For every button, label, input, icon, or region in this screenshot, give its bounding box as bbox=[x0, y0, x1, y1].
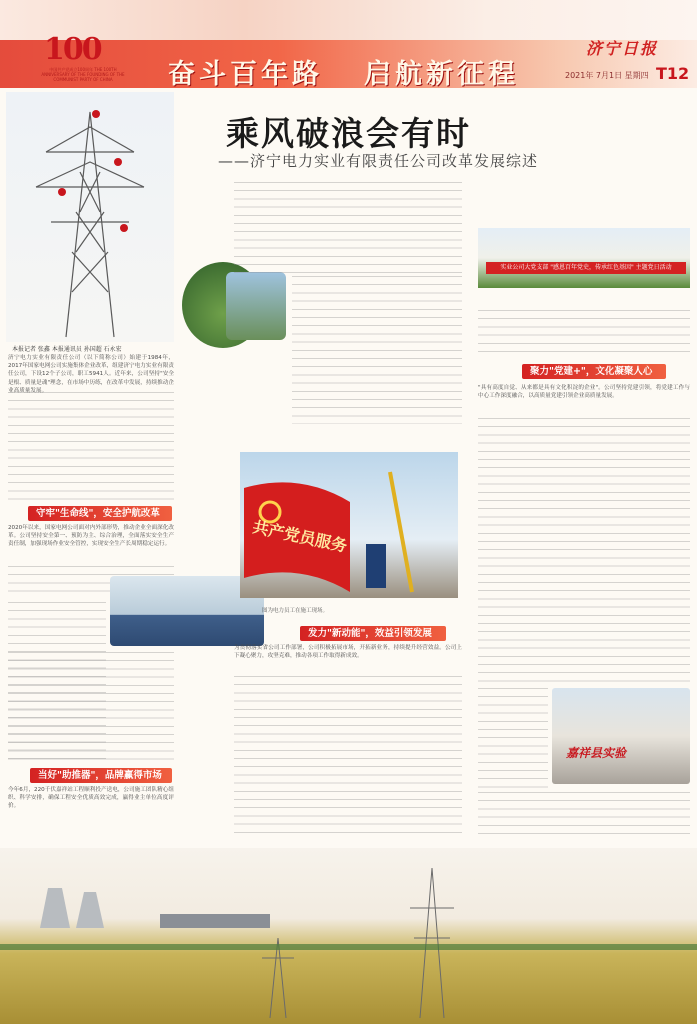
intro-paragraph: 济宁电力实业有限责任公司（以下简称公司）始建于1984年，2017年国家电网公司实施集体企业改革，组建济宁电力实业有限责任公司，下设12个子公司，职工5941人。近年来，公司坚持"安全是根、质量是魂"理念，在市场中历练，在改革中发展，持续推动企业高质量发展。 bbox=[8, 355, 174, 394]
power-tower-photo bbox=[6, 92, 174, 342]
energy-text-lines bbox=[234, 676, 462, 838]
brand-paragraph: 今年6月，220千伏嘉祥站工程顺利投产送电，公司施工团队精心组织、科学安排，确保工程安全优质高效完成，赢得业主单位高度评价。 bbox=[8, 787, 174, 810]
school-visit-photo bbox=[552, 688, 690, 784]
section-title-energy: 发力"新动能"，效益引领发展 bbox=[300, 626, 446, 641]
inspection-photo bbox=[226, 272, 286, 340]
energy-paragraph: 为贯彻落实省公司工作部署，公司积极拓展市场，开拓新业务，持续提升经营效益。公司上下凝心聚力，攻坚克难，推动各项工作取得新成效。 bbox=[234, 645, 462, 660]
party-flag-photo bbox=[240, 452, 458, 598]
right-text-lines bbox=[478, 310, 690, 358]
article-headline: 乘风破浪会有时 bbox=[226, 114, 471, 153]
safety-paragraph: 2020年以来，国家电网公司面对内外部形势，推动企业全面深化改革。公司坚持安全第一、预防为主、综合治理，全面落实安全生产责任制，加强现场作业安全管控，实现安全生产长周期稳定运行。 bbox=[8, 525, 174, 548]
centenary-logo bbox=[44, 32, 112, 66]
logo-number: 100 bbox=[44, 32, 101, 67]
photo-caption: 图为电力员工在施工现场。 bbox=[262, 608, 329, 614]
safety-text-lines-3 bbox=[8, 652, 174, 764]
section-title-brand: 当好"助推器"，品牌赢得市场 bbox=[30, 768, 172, 783]
section-title-party: 聚力"党建+"，文化凝聚人心 bbox=[522, 364, 666, 379]
school-sign: 嘉祥县实验 bbox=[566, 746, 627, 760]
page-number: T12 bbox=[656, 64, 690, 83]
byline: 本报记者 张鑫 本报通讯员 孙国超 石永宏 bbox=[12, 346, 122, 353]
group-banner: 实业公司大党支部 "感恩百年党史，传承红色基因" 主题党日活动 bbox=[486, 262, 686, 274]
center-text-lines-2 bbox=[292, 276, 462, 424]
intro-text-lines bbox=[8, 392, 174, 500]
newspaper-brand: 济宁日报 bbox=[586, 39, 659, 58]
party-text-lines-2 bbox=[478, 688, 548, 788]
party-text-lines bbox=[478, 418, 690, 682]
flag-text: 共产党员服务 bbox=[250, 517, 349, 556]
section-title-safety: 守牢"生命线"，安全护航改革 bbox=[28, 506, 172, 521]
logo-caption: 中国共产党成立100周年 THE 100TH ANNIVERSARY OF THE FOUNDING OF THE COMMUNIST PARTY OF CHINA bbox=[41, 67, 125, 82]
center-text-lines bbox=[234, 182, 462, 274]
article-subheadline: ——济宁电力实业有限责任公司改革发展综述 bbox=[218, 152, 539, 170]
party-paragraph: "具有高度自觉、从来都是具有文化积淀的企业"。公司坚持党建引领，将党建工作与中心工作深度融合，以高质量党建引领企业高质量发展。 bbox=[478, 385, 690, 400]
group-photo bbox=[478, 228, 690, 288]
issue-date: 2021年 7月1日 星期四 bbox=[565, 71, 649, 80]
power-plant-landscape bbox=[0, 848, 697, 1024]
slogan-left: 奋斗百年路 bbox=[168, 59, 323, 90]
slogan-right: 启航新征程 bbox=[364, 59, 519, 90]
party-text-lines-3 bbox=[478, 792, 690, 840]
